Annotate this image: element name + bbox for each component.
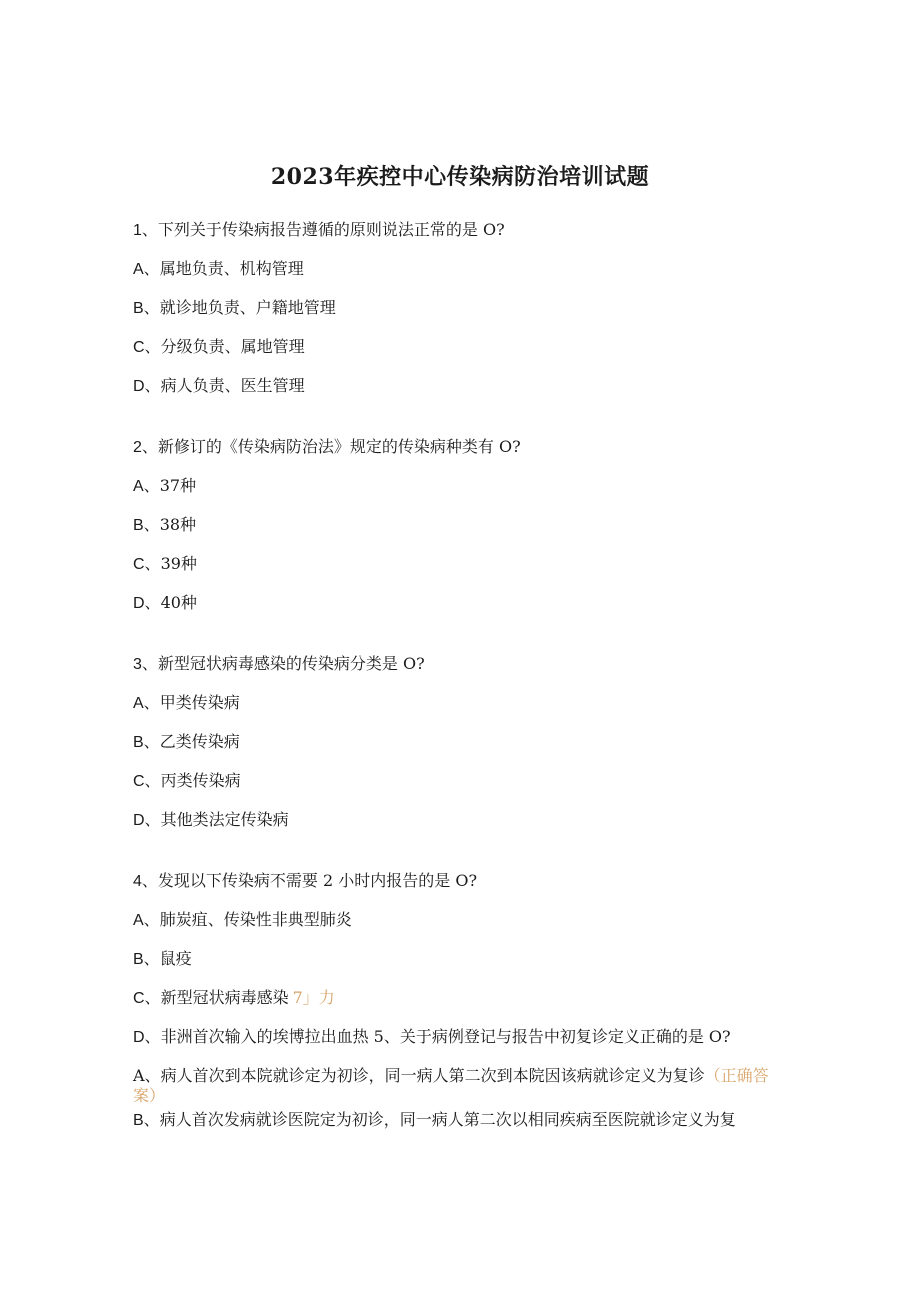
option-line <box>133 1027 731 1048</box>
line-label: B、 <box>133 517 160 534</box>
line-label: 2、 <box>133 439 158 456</box>
line-label: C、 <box>133 773 161 790</box>
line-label: 3、 <box>133 656 158 673</box>
line-label: 4、 <box>133 873 158 890</box>
option-text: 病人首次发病就诊医院定为初诊，同一病人第二次以相同疾病至医院就诊定义为复 <box>159 1110 736 1129</box>
line-text: 丙类传染病 <box>160 771 241 790</box>
line-text: 甲类传染病 <box>159 693 240 712</box>
line-label: A、 <box>133 695 160 712</box>
option-line <box>133 949 192 970</box>
question-line <box>133 654 425 675</box>
line-label: A、 <box>133 912 160 929</box>
question-5-option-b <box>133 1110 736 1131</box>
option-line <box>133 376 305 397</box>
answer-note: 7」力 <box>292 988 335 1007</box>
line-text: 分级负责、属地管理 <box>160 337 305 356</box>
option-line <box>133 554 197 575</box>
option-line <box>133 732 240 753</box>
line-label: A、 <box>133 261 160 278</box>
option-line <box>133 771 241 792</box>
line-text: 鼠疫 <box>159 949 192 968</box>
line-label: C、 <box>133 990 161 1007</box>
line-text: 37种 <box>159 476 197 495</box>
question-line <box>133 437 521 458</box>
option-line <box>133 810 289 831</box>
question-5-option-a <box>133 1066 783 1106</box>
option-line <box>133 910 352 931</box>
option-line <box>133 693 240 714</box>
line-text: 非洲首次输入的埃博拉出血热 5、关于病例登记与报告中初复诊定义正确的是 O? <box>160 1027 731 1046</box>
page-title: 2023年疾控中心传染病防治培训试题 <box>270 164 650 190</box>
line-label: D、 <box>133 812 161 829</box>
line-label: D、 <box>133 595 161 612</box>
line-label: D、 <box>133 378 161 395</box>
option-line <box>133 337 305 358</box>
answer-note: （正确答案） <box>133 1066 769 1105</box>
line-text: 39种 <box>160 554 197 573</box>
line-text: 发现以下传染病不需要 2 小时内报告的是 O? <box>157 871 478 890</box>
option-label: A、 <box>133 1066 161 1085</box>
line-text: 就诊地负责、户籍地管理 <box>159 298 336 317</box>
line-text: 新型冠状病毒感染 <box>160 988 289 1007</box>
line-label: B、 <box>133 734 160 751</box>
line-text: 属地负责、机构管理 <box>159 259 304 278</box>
line-label: B、 <box>133 300 160 317</box>
line-label: 1、 <box>133 222 158 239</box>
line-text: 新型冠状病毒感染的传染病分类是 O? <box>157 654 425 673</box>
line-text: 40种 <box>160 593 197 612</box>
line-text: 38种 <box>159 515 197 534</box>
line-text: 乙类传染病 <box>159 732 240 751</box>
option-text: 病人首次到本院就诊定为初诊，同一病人第二次到本院因该病就诊定义为复诊 <box>160 1066 705 1085</box>
line-text: 肺炭疽、传染性非典型肺炎 <box>159 910 352 929</box>
option-line <box>133 476 196 497</box>
option-line <box>133 259 304 280</box>
option-label: B、 <box>133 1112 160 1129</box>
line-text: 其他类法定传染病 <box>160 810 289 829</box>
option-line <box>133 515 196 536</box>
option-line <box>133 593 197 614</box>
line-text: 下列关于传染病报告遵循的原则说法正常的是 O? <box>157 220 505 239</box>
line-label: D、 <box>133 1029 161 1046</box>
line-label: C、 <box>133 556 161 573</box>
question-line <box>133 220 505 241</box>
line-label: B、 <box>133 951 160 968</box>
line-label: C、 <box>133 339 161 356</box>
line-text: 新修订的《传染病防治法》规定的传染病种类有 O? <box>157 437 521 456</box>
line-text: 病人负责、医生管理 <box>160 376 305 395</box>
line-label: A、 <box>133 478 160 495</box>
option-line <box>133 298 336 319</box>
question-line <box>133 871 477 892</box>
option-line <box>133 988 335 1009</box>
